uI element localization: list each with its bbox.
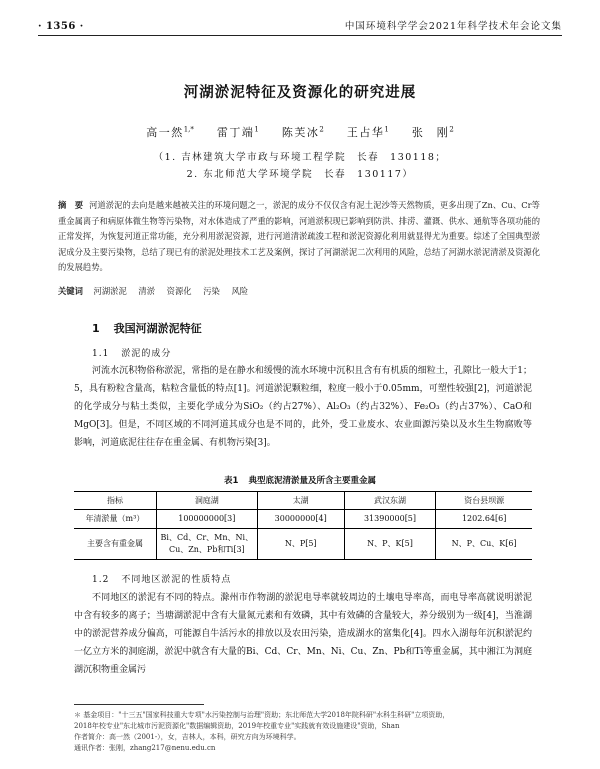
page-number: · 1356 · — [38, 21, 84, 32]
footnote: 作者简介：高一然（2001-），女，吉林人，本科，研究方向为环境科学。 — [74, 733, 301, 741]
table-header: 洞庭湖 — [156, 492, 257, 510]
data-table — [74, 491, 532, 560]
affiliation-1: （1. 吉林建筑大学市政与环境工程学院 长春 130118； — [153, 152, 447, 163]
subsection-heading: 1.2 不同地区淤泥的性质特点 — [92, 575, 232, 585]
table-row: 主要含有重金属 Bi、Cd、Cr、Mn、Ni、Cu、Zn、Pb和Ti[3] N、P[5] N、P、K[5] N、P、Cu、K[6] — [74, 529, 532, 560]
body-paragraph: 不同地区的淤泥有不同的特点。滁州市作物湖的淤泥电导率就较周边的土壤电导率高，而电导率高就说明淤泥中含有较多的离子；当塘湖淤泥中含有大量氮元素和有效磷，其中有效磷的含量较大，养分级别为一级[4]，当淮湖中的淤泥营养成分偏高，可能源自牛活污水的排放以及农田污染，造成湖水的富集化[4]。四水入湖每年沉积淤泥约一亿立方米的洞庭湖，淤泥中就含有大量的Bi、Cd、Cr、Mn、Ni、Cu、Zn、Pb和Ti等重金属，其中湘江为洞庭湖沉积物重金属污 — [74, 593, 532, 675]
running-header — [38, 10, 562, 36]
affiliation-2: 2. 东北师范大学环境学院 长春 130117） — [186, 169, 414, 180]
table-header: 武汉东湖 — [344, 492, 436, 510]
author: 高一然$^{1,*}$ — [146, 125, 194, 139]
table-header: 指标 — [74, 492, 156, 510]
footnote-divider — [74, 704, 204, 705]
abstract-label: 摘 要 — [58, 200, 84, 210]
abstract — [58, 198, 540, 276]
footnote: 2018年校专业"东北城市污泥资源化"数据编辑资助，2019年校重专业"实践就有效设施建设"资助，Shan — [74, 722, 400, 730]
author: 张 刚$^2$ — [411, 125, 454, 139]
body-paragraph: 河流水沉积物俗称淤泥，常指的是在静水和缓慢的流水环境中沉积且含有有机质的细粒土，孔隙比一般大于1；5，具有粉粒含量高，粘粒含量低的特点[1]。河道淤泥颗粒细，粒度一般小于0.05mm，可塑性较强[2]，河道淤泥的化学成分与粘土类似，主要化学成分为SiO₂（约占27%）、Al₂O₃（约占32%）、Fe₂O₃（约占37%）、CaO和MgO[3]。但是，不同区域的不同河道其成分也是不同的，此外，受工业废水、农业面源污染以及水生生物腐败等影响，河道底泥往往存在重金属、有机物污染[3]。 — [74, 366, 532, 448]
author: 王占华$^1$ — [346, 125, 389, 139]
section-heading: 1 我国河湖淤泥特征 — [92, 322, 202, 335]
keyword: 清淤 — [138, 286, 155, 296]
keyword: 风险 — [231, 286, 249, 296]
table-caption: 表1 典型底泥清淤量及所含主要重金属 — [224, 476, 376, 486]
footnote: ＊ 基金项目："十三五"国家科技重大专项"水污染控制与治理"资助；东北师范大学2018年院科研"水科生科研"立项资助， — [74, 711, 450, 719]
keywords-label: 关键词 — [58, 286, 83, 296]
author: 雷丁端$^1$ — [216, 125, 259, 139]
keyword: 河湖淤泥 — [93, 286, 127, 296]
footnote: 通讯作者：张刚，zhang217@nenu.edu.cn — [74, 744, 216, 752]
abstract-text: 河道淤泥的去向是越来越被关注的环境问题之一，淤泥的成分不仅仅含有泥土泥沙等天然物质，更多出现了Zn、Cu、Cr等重金属离子和病原体微生物等污染物，对水体造成了严重的影响，河道淤积现已影响到防洪、排涝、灌溉、供水、通航等各项功能的正常发挥，为恢复河道正常功能，充分利用淤泥资源，进行河道清淤疏浚工程和淤泥资源化利用就显得尤为重要。综述了全国典型淤泥成分及主要污染物，总结了现已有的淤泥处理技术工艺及案例，探讨了河湖淤泥二次利用的风险，总结了河湖水淤泥清淤及资源化的发展趋势。 — [58, 200, 540, 272]
author-list — [0, 124, 600, 140]
keyword: 资源化 — [166, 286, 192, 296]
subsection-heading: 1.1 淤泥的成分 — [92, 349, 172, 359]
keyword: 污染 — [203, 286, 220, 296]
table-row: 年清淤量（m³） 100000000[3] 30000000[4] 31390000[5] 1202.64[6] — [74, 510, 532, 529]
table-header: 太湖 — [257, 492, 344, 510]
journal-title: 中国环境科学学会2021年科学技术年会论文集 — [344, 21, 562, 32]
paper-title: 河湖淤泥特征及资源化的研究进展 — [183, 85, 417, 101]
table-header: 资台县坝源 — [436, 492, 532, 510]
keywords — [58, 285, 540, 297]
author: 陈芙冰$^2$ — [281, 125, 324, 139]
